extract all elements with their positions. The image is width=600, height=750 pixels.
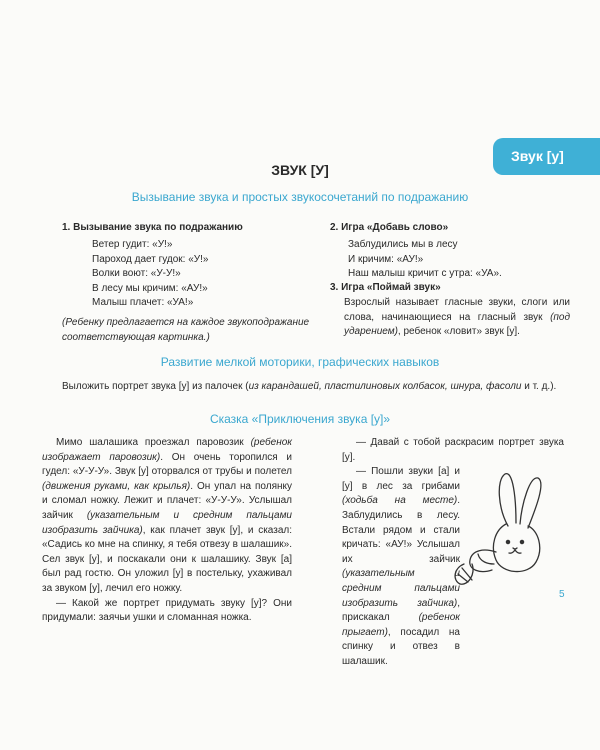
tale-text: Мимо шалашика проезжал паровозик bbox=[56, 437, 251, 448]
verse-line: Пароход дает гудок: «У!» bbox=[92, 253, 209, 265]
tale-text: . Заблудились в лесу. Встали рядом и стали кричать: «АУ!» Услышал их зайчик bbox=[342, 495, 460, 565]
bunny-fingers-illustration bbox=[450, 468, 560, 588]
verse-list bbox=[62, 238, 312, 311]
tale-text: , посадил на спинку и отвез в шалашик. bbox=[342, 626, 460, 667]
tale-text: . Он упал на полянку и сломал ножку. Лежит и плачет: «У-У-У». Услышал зайчик bbox=[42, 480, 293, 521]
tale-text: , прискакал bbox=[342, 597, 460, 624]
motor-text: Выложить портрет звука [у] из палочек (из карандашей, пластилиновых колбасок, шнура, фасоли и т. д.). bbox=[62, 381, 557, 392]
stage-direction: (указательным и средним пальцами изобразить зайчика) bbox=[342, 568, 460, 609]
stage-direction: (указательным и средним пальцами изобразить зайчика) bbox=[42, 509, 292, 536]
tale-paragraph bbox=[42, 436, 292, 597]
tale-text: , как плачет звук [у], и сказал: «Садись ко мне на спинку, я тебя отвезу в шалашик». Сел звук [у], и поскакали они к шалашику. Звук [а] был рад гостю. Он уложил [у] в постельку, ухаживал за звуком [у], лечил его ножку. bbox=[42, 524, 292, 594]
stage-direction: (ходьба на месте) bbox=[342, 495, 458, 507]
tale-left-column bbox=[42, 436, 292, 626]
stage-direction: (ребенок прыгает) bbox=[342, 612, 460, 638]
verse-line: Малыш плачет: «УА!» bbox=[92, 297, 194, 309]
block-title: 2. Игра «Добавь слово» bbox=[330, 222, 449, 233]
tale-paragraph bbox=[42, 597, 292, 626]
chapter-tab: Звук [у] bbox=[493, 138, 600, 175]
verse-line: Ветер гудит: «У!» bbox=[92, 239, 173, 250]
block-text: Взрослый называет гласные звуки, слоги или слова, начинающиеся на гласный звук (под ударением), ребенок «ловит» звук [у]. bbox=[344, 297, 570, 338]
block-title: 1. Вызывание звука по подражанию bbox=[62, 222, 243, 233]
verse-list bbox=[330, 238, 570, 282]
tale-text: . Он очень торопился и гудел: «У-У-У». Звук [у] оторвался от трубы и полетел bbox=[42, 451, 293, 478]
stage-direction: (движения руками, как крылья) bbox=[42, 480, 191, 492]
page-number: 5 bbox=[559, 589, 565, 600]
verse-line: Наш малыш кричит с утра: «УА». bbox=[348, 268, 502, 280]
block-title: 3. Игра «Поймай звук» bbox=[330, 282, 441, 293]
stage-direction: (ребенок изображает паровозик) bbox=[42, 437, 292, 463]
block-catch-sound bbox=[330, 282, 570, 340]
block-add-word bbox=[330, 222, 570, 282]
tale-paragraph bbox=[342, 465, 460, 669]
tale-text: — Давай с тобой раскрасим портрет звука [у]. bbox=[342, 437, 564, 463]
verse-line: И кричим: «АУ!» bbox=[348, 253, 424, 265]
tale-text: — Какой же портрет придумать звуку [у]? Они придумали: заячьи ушки и сломанная ножка. bbox=[42, 597, 292, 624]
section-heading-imitation: Вызывание звука и простых звукосочетаний по подражанию bbox=[131, 190, 469, 204]
verse-line: Волки воют: «У-У!» bbox=[92, 268, 181, 280]
section-heading-tale: Сказка «Приключения звука [у]» bbox=[209, 412, 391, 426]
block-imitation bbox=[62, 222, 312, 345]
section-heading-motor: Развитие мелкой моторики, графических навыков bbox=[160, 355, 440, 369]
page-title: ЗВУК [У] bbox=[271, 162, 329, 178]
tale-text: — Пошли звуки [а] и [у] в лес за грибами bbox=[342, 466, 460, 492]
tale-paragraph bbox=[342, 436, 564, 465]
verse-line: Заблудились мы в лесу bbox=[348, 239, 458, 250]
block-note: (Ребенку предлагается на каждое звукоподражание соответствующая картинка.) bbox=[62, 316, 310, 343]
verse-line: В лесу мы кричим: «АУ!» bbox=[92, 282, 208, 294]
